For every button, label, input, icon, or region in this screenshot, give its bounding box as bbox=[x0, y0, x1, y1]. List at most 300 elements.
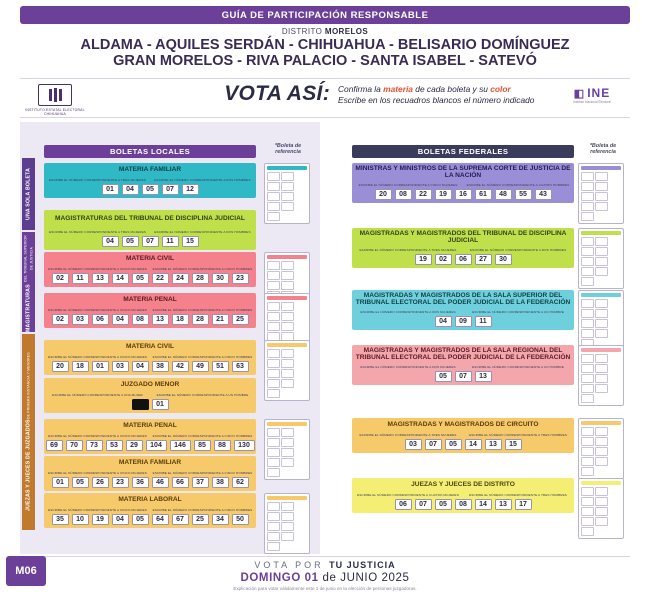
reference-ballot-cell bbox=[581, 384, 594, 393]
answer-box[interactable]: 01 bbox=[152, 399, 169, 410]
answer-box[interactable]: 19 bbox=[435, 189, 452, 200]
reference-ballot-header bbox=[581, 481, 621, 485]
answer-box-group bbox=[46, 440, 143, 451]
answer-box[interactable]: 63 bbox=[232, 361, 249, 372]
answer-box[interactable]: 67 bbox=[172, 514, 189, 525]
footer-domingo: DOMINGO 01 bbox=[240, 572, 319, 584]
instruction-text: ESCRIBE EL NÚMERO CORRESPONDIENTE A CINCO MUJERES bbox=[48, 471, 147, 475]
answer-box[interactable]: 53 bbox=[106, 440, 123, 451]
answer-box[interactable]: 130 bbox=[234, 440, 255, 451]
answer-box[interactable]: 15 bbox=[182, 236, 199, 247]
answer-boxes bbox=[47, 399, 253, 410]
reference-ballot-cell bbox=[581, 299, 594, 308]
reference-ballot-cell bbox=[267, 212, 280, 221]
instruction-row bbox=[355, 364, 571, 370]
ballot-block-materia-civil-2 bbox=[44, 340, 256, 375]
local-column-header bbox=[44, 145, 256, 158]
vota-line2: Escribe en los recuadros blancos el número indicado bbox=[338, 95, 535, 105]
answer-box-group bbox=[152, 514, 249, 525]
answer-box[interactable]: 25 bbox=[192, 514, 209, 525]
answer-box[interactable]: 03 bbox=[112, 361, 129, 372]
answer-box[interactable]: 01 bbox=[52, 477, 69, 488]
reference-ballot-cell bbox=[281, 302, 294, 311]
reference-ballot-header bbox=[581, 421, 621, 425]
footer-line-2 bbox=[0, 572, 650, 584]
reference-ballot-cell bbox=[267, 281, 280, 290]
ballot-inner bbox=[44, 390, 256, 413]
answer-box[interactable]: 05 bbox=[435, 499, 452, 510]
answer-boxes bbox=[47, 361, 253, 372]
reference-ballot-cell bbox=[581, 202, 594, 211]
answer-box[interactable]: 04 bbox=[132, 361, 149, 372]
answer-box[interactable]: 13 bbox=[152, 314, 169, 325]
reference-ballot-cell bbox=[581, 364, 594, 373]
vota-line1-color: color bbox=[490, 84, 511, 94]
instruction-row bbox=[355, 182, 571, 188]
reference-ballot-cell bbox=[595, 329, 608, 338]
ballot-block-magistrados-circuito bbox=[352, 418, 574, 453]
side-label-text-2: MAGISTRATURAS bbox=[25, 284, 32, 332]
answer-box-group bbox=[475, 371, 492, 382]
answer-box[interactable]: 27 bbox=[475, 254, 492, 265]
ballot-inner bbox=[352, 490, 574, 513]
ballot-title: MATERIA CIVIL bbox=[126, 254, 174, 262]
reference-ballot-cell bbox=[581, 172, 594, 181]
reference-ballot-cell bbox=[281, 322, 294, 331]
answer-box[interactable]: 51 bbox=[212, 361, 229, 372]
answer-box[interactable]: 04 bbox=[112, 514, 129, 525]
reference-ballot-cell bbox=[595, 427, 608, 436]
top-banner bbox=[20, 6, 630, 24]
instruction-text: ESCRIBE EL NÚMERO CORRESPONDIENTE A CINCO HOMBRES bbox=[152, 471, 253, 475]
answer-boxes bbox=[47, 477, 253, 488]
instruction-text: ESCRIBE EL NÚMERO CORRESPONDIENTE A UNA MUJER bbox=[52, 393, 143, 397]
reference-ballot-cell bbox=[267, 448, 280, 457]
ine-logo bbox=[556, 86, 628, 104]
reference-ballot-cell bbox=[581, 487, 594, 496]
side-label-text-3: JUEZAS Y JUECES DE JUZGADOS bbox=[25, 419, 32, 512]
answer-box[interactable] bbox=[132, 399, 149, 410]
answer-box[interactable]: 01 bbox=[92, 361, 109, 372]
answer-box[interactable]: 05 bbox=[122, 236, 139, 247]
answer-box[interactable]: 19 bbox=[415, 254, 432, 265]
instruction-text: ESCRIBE EL NÚMERO CORRESPONDIENTE A TRES MUJERES bbox=[49, 178, 146, 182]
reference-ballot-cell bbox=[267, 271, 280, 280]
reference-ballot-cell bbox=[581, 374, 594, 383]
reference-ballot-cell bbox=[267, 369, 280, 378]
vota-line1-materia: materia bbox=[383, 84, 413, 94]
reference-ballot-cell bbox=[595, 364, 608, 373]
ballot-title: MAGISTRATURAS DEL TRIBUNAL DE DISCIPLINA JUDICIAL bbox=[55, 215, 245, 222]
answer-box-group bbox=[395, 499, 472, 510]
answer-box-group bbox=[146, 440, 255, 451]
side-label-una-sola-boleta bbox=[22, 158, 35, 230]
answer-box[interactable]: 05 bbox=[132, 273, 149, 284]
reference-ballot-cell bbox=[595, 354, 608, 363]
reference-ballot-cell bbox=[595, 437, 608, 446]
answer-box[interactable]: 11 bbox=[162, 236, 179, 247]
reference-ballot-cell bbox=[267, 192, 280, 201]
answer-box[interactable]: 11 bbox=[475, 316, 492, 327]
answer-box[interactable]: 14 bbox=[475, 499, 492, 510]
answer-box[interactable]: 24 bbox=[172, 273, 189, 284]
answer-box[interactable]: 46 bbox=[152, 477, 169, 488]
reference-ballot-card bbox=[578, 228, 624, 289]
answer-box[interactable]: 28 bbox=[192, 273, 209, 284]
answer-box[interactable]: 03 bbox=[72, 314, 89, 325]
answer-box[interactable]: 30 bbox=[212, 273, 229, 284]
answer-box[interactable]: 12 bbox=[182, 184, 199, 195]
ballot-title: MATERIA FAMILIAR bbox=[118, 165, 182, 173]
ballot-block-materia-familiar-2 bbox=[44, 456, 256, 491]
reference-ballot-cell bbox=[267, 532, 280, 541]
reference-ballot-cell bbox=[595, 487, 608, 496]
reference-ballot-card bbox=[264, 163, 310, 224]
reference-ballot-cell bbox=[267, 312, 280, 321]
answer-box[interactable]: 17 bbox=[515, 499, 532, 510]
answer-box[interactable]: 07 bbox=[162, 184, 179, 195]
ballot-inner bbox=[352, 245, 574, 268]
answer-box[interactable]: 55 bbox=[515, 189, 532, 200]
ballot-block-materia-penal-1 bbox=[44, 293, 256, 328]
reference-ballot-cell bbox=[581, 182, 594, 191]
answer-boxes bbox=[47, 184, 253, 195]
banner-title: GUÍA DE PARTICIPACIÓN RESPONSABLE bbox=[221, 9, 429, 21]
reference-ballot-cell bbox=[581, 437, 594, 446]
reference-ballot-cell bbox=[581, 457, 594, 466]
reference-ballot-cell bbox=[281, 202, 294, 211]
answer-box-group bbox=[132, 399, 149, 410]
vota-asi-instructions bbox=[338, 84, 568, 106]
answer-box[interactable]: 85 bbox=[194, 440, 211, 451]
municipalities-line-2: GRAN MORELOS - RIVA PALACIO - SANTA ISABEL - SATEVÓ bbox=[113, 53, 537, 69]
footer-divider bbox=[20, 556, 630, 557]
answer-box[interactable]: 18 bbox=[72, 361, 89, 372]
ballot-block-materia-familiar-1 bbox=[44, 163, 256, 198]
answer-box[interactable]: 69 bbox=[46, 440, 63, 451]
answer-box[interactable]: 06 bbox=[395, 499, 412, 510]
answer-box[interactable]: 38 bbox=[212, 477, 229, 488]
answer-box[interactable]: 73 bbox=[86, 440, 103, 451]
answer-boxes bbox=[355, 254, 571, 265]
answer-box[interactable]: 20 bbox=[52, 361, 69, 372]
answer-box[interactable]: 26 bbox=[92, 477, 109, 488]
ballot-block-magistrados-disciplina-fed bbox=[352, 228, 574, 268]
reference-ballot-grid bbox=[581, 172, 621, 221]
instruction-row bbox=[47, 470, 253, 476]
reference-ballot-cell bbox=[267, 428, 280, 437]
answer-box-group bbox=[475, 254, 512, 265]
reference-ballot-cell bbox=[267, 172, 280, 181]
answer-boxes bbox=[47, 514, 253, 525]
instruction-row bbox=[355, 432, 571, 438]
module-code-badge: M06 bbox=[6, 556, 46, 586]
reference-ballot-cell bbox=[595, 309, 608, 318]
answer-box[interactable]: 30 bbox=[495, 254, 512, 265]
answer-box[interactable]: 49 bbox=[192, 361, 209, 372]
instruction-text: ESCRIBE EL NÚMERO CORRESPONDIENTE A DOS MUJERES bbox=[360, 365, 456, 369]
answer-box[interactable]: 01 bbox=[102, 184, 119, 195]
ballot-block-sala-regional-tepjf bbox=[352, 345, 574, 385]
answer-box[interactable]: 23 bbox=[232, 273, 249, 284]
answer-box-group bbox=[162, 236, 199, 247]
answer-box[interactable]: 06 bbox=[455, 254, 472, 265]
answer-box[interactable]: 146 bbox=[170, 440, 191, 451]
iee-mark-icon bbox=[38, 84, 72, 106]
reference-ballot-cell bbox=[281, 192, 294, 201]
answer-box[interactable]: 02 bbox=[52, 314, 69, 325]
answer-box[interactable]: 11 bbox=[72, 273, 89, 284]
federal-column-header-text: BOLETAS FEDERALES bbox=[417, 147, 509, 156]
answer-box-group bbox=[152, 314, 249, 325]
answer-box[interactable]: 04 bbox=[122, 184, 139, 195]
reference-ballot-header bbox=[581, 166, 621, 170]
reference-ballot-cell bbox=[595, 247, 608, 256]
answer-box-group bbox=[52, 514, 149, 525]
answer-box[interactable]: 13 bbox=[495, 499, 512, 510]
answer-box[interactable]: 29 bbox=[126, 440, 143, 451]
instruction-text: ESCRIBE EL NÚMERO CORRESPONDIENTE A DOS HOMBRES bbox=[154, 230, 251, 234]
instruction-row bbox=[47, 354, 253, 360]
ballot-title: MAGISTRADAS Y MAGISTRADOS DE LA SALA SUPERIOR DEL TRIBUNAL ELECTORAL DEL PODER JUDICIAL DE LA FEDERACIÓN bbox=[355, 291, 571, 306]
answer-box[interactable]: 10 bbox=[72, 514, 89, 525]
reference-ballot-card bbox=[264, 340, 310, 401]
answer-box[interactable]: 06 bbox=[92, 314, 109, 325]
reference-ballot-cell bbox=[267, 359, 280, 368]
reference-ballot-cell bbox=[581, 237, 594, 246]
ballot-title: MATERIA PENAL bbox=[123, 421, 177, 429]
answer-box[interactable]: 07 bbox=[425, 439, 442, 450]
reference-ballot-cell bbox=[595, 384, 608, 393]
instruction-row bbox=[47, 266, 253, 272]
answer-box[interactable]: 13 bbox=[92, 273, 109, 284]
answer-box[interactable]: 13 bbox=[485, 439, 502, 450]
answer-box[interactable]: 04 bbox=[112, 314, 129, 325]
answer-box[interactable]: 05 bbox=[142, 184, 159, 195]
instruction-text: ESCRIBE EL NÚMERO CORRESPONDIENTE A CINCO HOMBRES bbox=[152, 508, 253, 512]
answer-box[interactable]: 22 bbox=[152, 273, 169, 284]
reference-ballot-cell bbox=[581, 527, 594, 536]
instruction-text: ESCRIBE EL NÚMERO CORRESPONDIENTE A CINCO MUJERES bbox=[48, 267, 147, 271]
ballot-title: JUZGADO MENOR bbox=[120, 380, 180, 388]
reference-ballot-cell bbox=[281, 438, 294, 447]
answer-box[interactable]: 42 bbox=[172, 361, 189, 372]
answer-box[interactable]: 02 bbox=[435, 254, 452, 265]
reference-ballot-cell bbox=[267, 202, 280, 211]
instruction-row bbox=[47, 392, 253, 398]
answer-box-group bbox=[435, 316, 472, 327]
answer-box[interactable]: 19 bbox=[92, 514, 109, 525]
reference-ballot-cell bbox=[595, 267, 608, 276]
answer-box[interactable]: 05 bbox=[132, 514, 149, 525]
reference-ballot-card bbox=[578, 478, 624, 539]
instruction-text: ESCRIBE EL NÚMERO CORRESPONDIENTE A UN HOMBRE bbox=[156, 393, 249, 397]
instruction-text: ESCRIBE EL NÚMERO CORRESPONDIENTE A CINCO MUJERES bbox=[48, 308, 147, 312]
instruction-text: ESCRIBE EL NÚMERO CORRESPONDIENTE A TRES HOMBRES bbox=[469, 493, 567, 497]
answer-box-group bbox=[465, 439, 522, 450]
answer-boxes bbox=[355, 189, 571, 200]
ballot-inner bbox=[44, 352, 256, 375]
instruction-text: ESCRIBE EL NÚMERO CORRESPONDIENTE A CINCO HOMBRES bbox=[152, 267, 253, 271]
answer-box[interactable]: 04 bbox=[102, 236, 119, 247]
instruction-text: ESCRIBE EL NÚMERO CORRESPONDIENTE A UN HOMBRE bbox=[472, 310, 564, 314]
answer-box[interactable]: 07 bbox=[455, 371, 472, 382]
answer-box-group bbox=[475, 189, 552, 200]
answer-box[interactable]: 70 bbox=[66, 440, 83, 451]
answer-box[interactable]: 08 bbox=[455, 499, 472, 510]
footer-junio: de JUNIO 2025 bbox=[318, 572, 410, 584]
instruction-text: ESCRIBE EL NÚMERO CORRESPONDIENTE A CINCO HOMBRES bbox=[152, 308, 253, 312]
reference-ballot-cell bbox=[581, 427, 594, 436]
ballot-inner bbox=[44, 175, 256, 198]
answer-box-group bbox=[52, 273, 149, 284]
instruction-text: ESCRIBE EL NÚMERO CORRESPONDIENTE A CUATRO MUJERES bbox=[357, 493, 459, 497]
answer-box[interactable]: 43 bbox=[535, 189, 552, 200]
instruction-text: ESCRIBE EL NÚMERO CORRESPONDIENTE A CINCO MUJERES bbox=[358, 183, 458, 187]
ballot-title: MATERIA CIVIL bbox=[126, 342, 174, 350]
answer-box[interactable]: 05 bbox=[435, 371, 452, 382]
reference-ballot-cell bbox=[595, 447, 608, 456]
reference-ballot-grid bbox=[581, 354, 621, 403]
answer-box[interactable]: 07 bbox=[415, 499, 432, 510]
instruction-text: ESCRIBE EL NÚMERO CORRESPONDIENTE A CUATRO HOMBRES bbox=[466, 183, 570, 187]
answer-box-group bbox=[152, 477, 249, 488]
answer-box[interactable]: 28 bbox=[192, 314, 209, 325]
reference-ballot-cell bbox=[281, 349, 294, 358]
reference-ballot-cell bbox=[281, 172, 294, 181]
answer-box[interactable]: 61 bbox=[475, 189, 492, 200]
answer-box-group bbox=[102, 184, 159, 195]
reference-ballot-header bbox=[581, 231, 621, 235]
answer-box[interactable]: 64 bbox=[152, 514, 169, 525]
answer-box[interactable]: 88 bbox=[214, 440, 231, 451]
reference-ballot-cell bbox=[267, 468, 280, 477]
answer-box-group bbox=[405, 439, 462, 450]
ballot-inner bbox=[44, 468, 256, 491]
reference-ballot-cell bbox=[267, 322, 280, 331]
answer-box-group bbox=[475, 499, 532, 510]
answer-box[interactable]: 35 bbox=[52, 514, 69, 525]
answer-box[interactable]: 25 bbox=[232, 314, 249, 325]
answer-box[interactable]: 08 bbox=[132, 314, 149, 325]
reference-ballot-cell bbox=[581, 192, 594, 201]
side-label-juezas bbox=[22, 334, 35, 530]
reference-ballot-cell bbox=[595, 457, 608, 466]
answer-box[interactable]: 104 bbox=[146, 440, 167, 451]
reference-ballot-cell bbox=[595, 257, 608, 266]
reference-ballot-cell bbox=[267, 512, 280, 521]
side-label-text-1: UNA SOLA BOLETA bbox=[25, 167, 32, 221]
municipalities-line-1: ALDAMA - AQUILES SERDÁN - CHIHUAHUA - BELISARIO DOMÍNGUEZ bbox=[80, 37, 570, 53]
ballot-inner bbox=[352, 430, 574, 453]
reference-ballot-cell bbox=[581, 467, 594, 476]
answer-box[interactable]: 18 bbox=[172, 314, 189, 325]
answer-box[interactable]: 07 bbox=[142, 236, 159, 247]
answer-box[interactable]: 22 bbox=[415, 189, 432, 200]
ballot-block-materia-penal-2 bbox=[44, 419, 256, 454]
answer-box[interactable]: 15 bbox=[505, 439, 522, 450]
reference-ballot-cell bbox=[267, 302, 280, 311]
reference-ballot-cell bbox=[281, 512, 294, 521]
answer-box[interactable]: 14 bbox=[465, 439, 482, 450]
ballot-block-materia-laboral bbox=[44, 493, 256, 528]
instruction-text: ESCRIBE EL NÚMERO CORRESPONDIENTE A TRES MUJERES bbox=[49, 230, 146, 234]
instruction-text: ESCRIBE EL NÚMERO CORRESPONDIENTE A CINCO MUJERES bbox=[48, 434, 147, 438]
ballot-inner bbox=[44, 505, 256, 528]
ine-caption: Instituto Nacional Electoral bbox=[573, 100, 611, 104]
answer-boxes bbox=[355, 371, 571, 382]
side-label-sub-2: DEL TRIBUNAL SUPERIOR DE JUSTICIA bbox=[23, 234, 34, 282]
answer-box[interactable]: 66 bbox=[172, 477, 189, 488]
answer-box[interactable]: 37 bbox=[192, 477, 209, 488]
ballot-inner bbox=[44, 431, 256, 454]
reference-ballot-cell bbox=[267, 389, 280, 398]
answer-box[interactable]: 21 bbox=[212, 314, 229, 325]
answer-box[interactable]: 14 bbox=[112, 273, 129, 284]
footer-line-3: Explicación para votar válidamente este 1 de junio en la elección de personas juzgadoras. bbox=[233, 586, 417, 591]
answer-box[interactable]: 09 bbox=[455, 316, 472, 327]
reference-ballot-card bbox=[578, 290, 624, 351]
reference-ballot-grid bbox=[267, 349, 307, 398]
answer-box-group bbox=[435, 371, 472, 382]
answer-box-group bbox=[152, 361, 249, 372]
answer-box[interactable]: 34 bbox=[212, 514, 229, 525]
reference-ballot-cell bbox=[581, 447, 594, 456]
reference-ballot-header bbox=[267, 496, 307, 500]
answer-box[interactable]: 03 bbox=[405, 439, 422, 450]
answer-box[interactable]: 13 bbox=[475, 371, 492, 382]
reference-ballot-card bbox=[578, 163, 624, 224]
instruction-text: ESCRIBE EL NÚMERO CORRESPONDIENTE A DOS HOMBRES bbox=[154, 178, 251, 182]
reference-ballot-cell bbox=[581, 277, 594, 286]
reference-ballot-cell bbox=[595, 299, 608, 308]
ballot-title: MATERIA LABORAL bbox=[118, 495, 182, 503]
reference-ballot-cell bbox=[581, 212, 594, 221]
answer-box[interactable]: 38 bbox=[152, 361, 169, 372]
reference-ballot-grid bbox=[267, 428, 307, 477]
reference-ballot-cell bbox=[281, 369, 294, 378]
answer-box[interactable]: 08 bbox=[395, 189, 412, 200]
answer-box[interactable]: 62 bbox=[232, 477, 249, 488]
ballot-title: JUEZAS Y JUECES DE DISTRITO bbox=[411, 480, 515, 488]
reference-ballot-cell bbox=[595, 517, 608, 526]
footer-line-1 bbox=[0, 560, 650, 570]
reference-ballot-grid bbox=[267, 502, 307, 551]
answer-box[interactable]: 36 bbox=[132, 477, 149, 488]
answer-box[interactable]: 16 bbox=[455, 189, 472, 200]
answer-box[interactable]: 02 bbox=[52, 273, 69, 284]
ballot-title: MATERIA PENAL bbox=[123, 295, 177, 303]
answer-box[interactable]: 20 bbox=[375, 189, 392, 200]
answer-box[interactable]: 23 bbox=[112, 477, 129, 488]
answer-box[interactable]: 04 bbox=[435, 316, 452, 327]
reference-ballot-cell bbox=[595, 237, 608, 246]
instruction-text: ESCRIBE EL NÚMERO CORRESPONDIENTE A DOS MUJERES bbox=[360, 310, 456, 314]
reference-ballot-cell bbox=[267, 261, 280, 270]
reference-ballot-cell bbox=[281, 359, 294, 368]
answer-box[interactable]: 48 bbox=[495, 189, 512, 200]
answer-boxes bbox=[355, 499, 571, 510]
reference-ballot-cell bbox=[281, 182, 294, 191]
reference-ballot-cell bbox=[595, 374, 608, 383]
instruction-text: ESCRIBE EL NÚMERO CORRESPONDIENTE A CINCO HOMBRES bbox=[152, 434, 253, 438]
ballot-inner bbox=[44, 305, 256, 328]
reference-ballot-grid bbox=[581, 299, 621, 348]
answer-box[interactable]: 05 bbox=[72, 477, 89, 488]
reference-ballot-cell bbox=[595, 192, 608, 201]
answer-box[interactable]: 50 bbox=[232, 514, 249, 525]
answer-box[interactable]: 05 bbox=[445, 439, 462, 450]
